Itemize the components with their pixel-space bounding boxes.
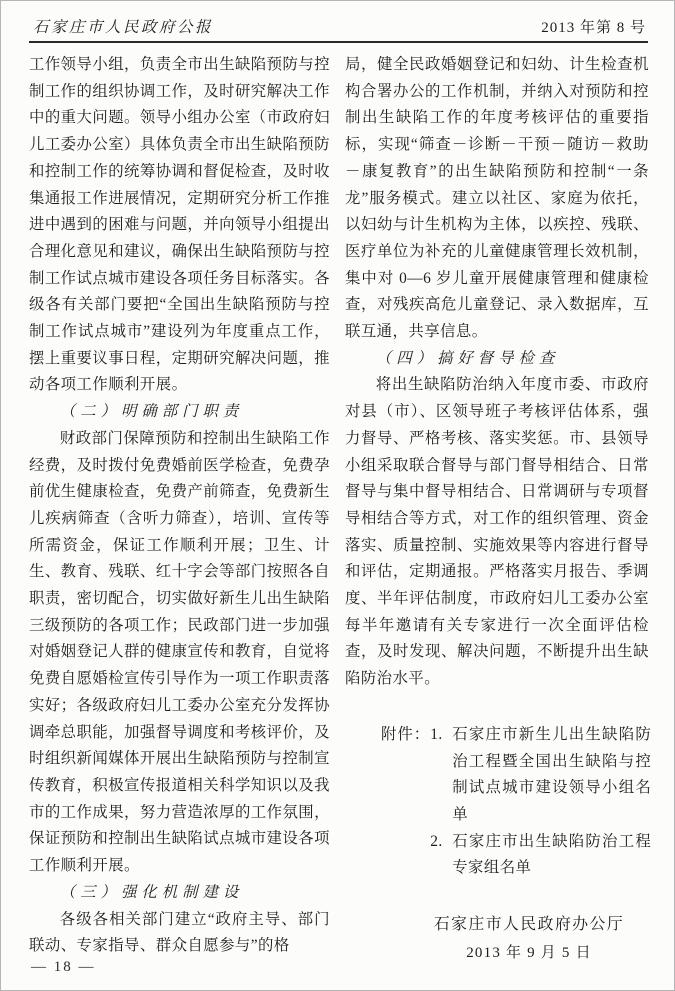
body-paragraph: 将出生缺陷防治纳入年度市委、市政府对县（市）、区领导班子考核评估体系，强力督导、严格考核、落实奖惩。市、县领导小组采取联合督导与部门督导相结合、日常督导与集中督导相结合、日常调研与专项督导相结合等方式，对工作的组织管理、资金落实、质量控制、实施效果等内容进行督导和评估，定期通报。严格落实月报告、季调度、半年评估制度，市政府妇儿工委办公室每半年邀请有关专家进行一次全面评估检查，及时发现、解决问题，不断提升出生缺陷防治水平。 <box>345 376 649 688</box>
section-heading-2: （二）明确部门职责 <box>59 403 244 421</box>
body-paragraph-continued: 局，健全民政婚姻登记和妇幼、计生检查机构合署办公的工作机制，并纳入对预防和控制出生缺陷工作的年度考核评估的重要指标，实现“筛查－诊断－干预－随访－救助－康复教育”的出生缺陷预防和控制“一条龙”服务模式。建立以社区、家庭为依托，以妇幼与计生机构为主体，以疾控、残联、医疗单位为补充的儿童健康管理长效机制，集中对 0—6 岁儿童开展健康管理和健康检查，对残疾高危儿童登记、录入数据库，互联互通，共享信息。 <box>345 56 649 341</box>
body-paragraph-continued: 工作领导小组，负责全市出生缺陷预防与控制工作的组织协调工作，及时研究解决工作中的重大问题。领导小组办公室（市政府妇儿工委办公室）具体负责全市出生缺陷预防和控制工作的统筹协调和督促检查，及时收集通报工作进展情况，定期研究分析工作推进中遇到的困难与问题，并向领导小组提出合理化意见和建议，确保出生缺陷预防与控制工作试点城市建设各项任务目标落实。各级各有关部门要把“全国出生缺陷预防与控制工作试点城市”建设列为年度重点工作，摆上重要议事日程，定期研究解决问题，推动各项工作顺利开展。 <box>29 56 330 394</box>
right-column <box>345 52 652 968</box>
attachment-number: 2. <box>430 832 443 850</box>
issuing-office: 石家庄市人民政府办公厅 <box>433 916 625 934</box>
publication-title: 石家庄市人民政府公报 <box>33 19 214 36</box>
attachment-title: 石家庄市新生儿出生缺陷防治工程暨全国出生缺陷与控制试点城市建设领导小组名单 <box>452 725 652 823</box>
masthead <box>29 13 648 37</box>
masthead-rule <box>29 41 648 43</box>
two-column-body <box>29 52 652 968</box>
section-heading-4: （四）搞好督导检查 <box>375 349 560 367</box>
signature-block <box>409 910 649 968</box>
left-column <box>29 52 330 968</box>
attachment-number: 1. <box>430 725 443 743</box>
body-paragraph: 财政部门保障预防和控制出生缺陷工作经费，及时拨付免费婚前医学检查，免费孕前优生健康检查，免费产前筛查，免费新生儿疾病筛查（含听力筛查），培训、宣传等所需资金，保证工作顺利开展；卫生、计生、教育、残联、红十字会等部门按照各自职责，密切配合，切实做好新生儿出生缺陷三级预防的各项工作；民政部门进一步加强对婚姻登记人群的健康宣传和教育，自觉将免费自愿婚检宣传引导作为一项工作职责落实好；各级政府妇儿工委办公室充分发挥协调牵总职能，加强督导调度和考核评价，及时组织新闻媒体开展出生缺陷预防与控制宣传教育，积极宣传报道相关科学知识以及我市的工作成果，努力营造浓厚的工作氛围，保证预防和控制出生缺陷试点城市建设各项工作顺利开展。 <box>29 429 330 875</box>
attachment-title: 石家庄市出生缺陷防治工程专家组名单 <box>452 832 652 877</box>
issue-number: 2013 年第 8 号 <box>541 20 646 36</box>
attachment-item <box>430 829 651 882</box>
body-paragraph: 各级各相关部门建立“政府主导、部门联动、专家指导、群众自愿参与”的格 <box>29 910 330 955</box>
page-number: — 18 — <box>31 959 96 975</box>
attachment-item <box>430 722 651 829</box>
attachments-block <box>345 722 652 882</box>
attachments-label: 附件： <box>381 725 431 743</box>
attachments-list <box>430 722 651 882</box>
issue-date: 2013 年 9 月 5 日 <box>466 945 592 962</box>
section-heading-3: （三）强化机制建设 <box>59 883 244 901</box>
